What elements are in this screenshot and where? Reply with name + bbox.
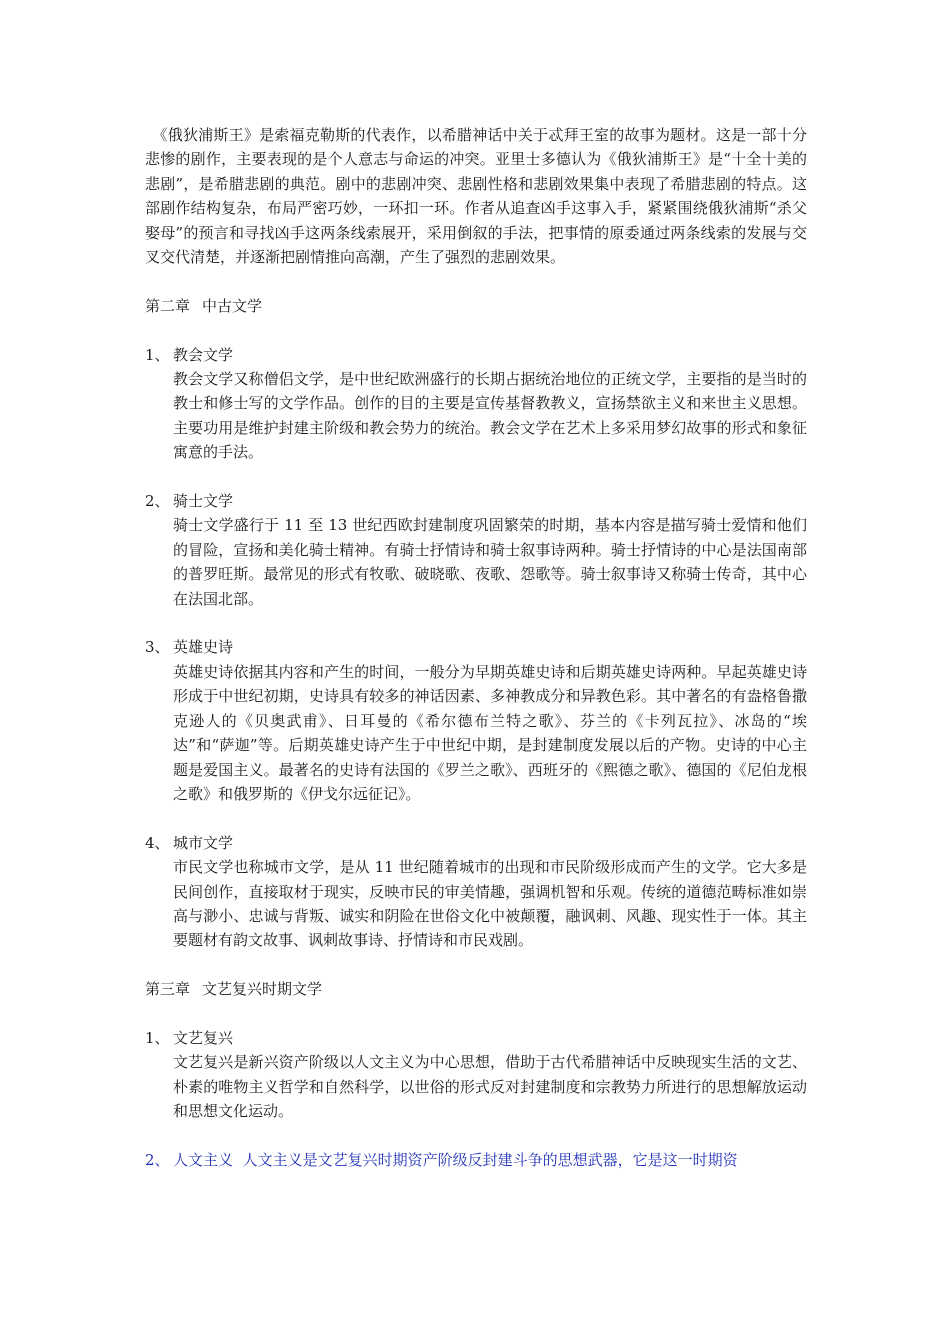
section-title: 文艺复兴 xyxy=(173,1028,234,1047)
section-number: 3、 xyxy=(145,638,170,657)
chapter-3-title: 文艺复兴时期文学 xyxy=(202,980,323,999)
section-heading xyxy=(145,635,807,659)
chapter-2-title: 中古文学 xyxy=(202,296,263,315)
section-body: 市民文学也称城市文学，是从 11 世纪随着城市的出现和市民阶级形成而产生的文学。它大多是民间创作，直接取材于现实，反映市民的审美情趣，强调机智和乐观。传统的道德范畴标准如崇高与渺小、忠诚与背叛、诚实和阴险在世俗文化中被颠覆，融讽刺、风趣、现实性于一体。其主要题材有韵文故事、讽刺故事诗、抒情诗和市民戏剧。 xyxy=(173,858,807,950)
intro-paragraph: 《俄狄浦斯王》是索福克勒斯的代表作，以希腊神话中关于忒拜王室的故事为题材。这是一部十分悲惨的剧作，主要表现的是个人意志与命运的冲突。亚里士多德认为《俄狄浦斯王》是“十全十美的悲剧”，是希腊悲剧的典范。剧中的悲剧冲突、悲剧性格和悲剧效果集中表现了希腊悲剧的特点。这部剧作结构复杂，布局严密巧妙，一环扣一环。作者从追查凶手这事入手，紧紧围绕俄狄浦斯“杀父娶母”的预言和寻找凶手这两条线索展开，采用倒叙的手法，把事情的原委通过两条线索的发展与交叉交代清楚，并逐渐把剧情推向高潮，产生了强烈的悲剧效果。 xyxy=(145,126,807,267)
chapter-3-number: 第三章 xyxy=(145,980,191,999)
spacer xyxy=(145,269,807,293)
document-page xyxy=(145,123,807,1172)
section-number: 4、 xyxy=(145,833,170,852)
section-heading xyxy=(145,1026,807,1050)
section-title: 英雄史诗 xyxy=(173,638,234,657)
section-title: 教会文学 xyxy=(173,345,234,364)
section-body-inline: 人文主义是文艺复兴时期资产阶级反封建斗争的思想武器，它是这一时期资 xyxy=(242,1150,738,1169)
chapter-2-heading xyxy=(145,294,807,318)
section-heading xyxy=(145,343,807,367)
spacer xyxy=(145,806,807,830)
section-humanism xyxy=(145,1148,807,1172)
chapter-3-heading xyxy=(145,977,807,1001)
section-body: 骑士文学盛行于 11 至 13 世纪西欧封建制度巩固繁荣的时期，基本内容是描写骑士爱情和他们的冒险，宣扬和美化骑士精神。有骑士抒情诗和骑士叙事诗两种。骑士抒情诗的中心是法国南部的普罗旺斯。最常见的形式有牧歌、破晓歌、夜歌、怨歌等。骑士叙事诗又称骑士传奇，其中心在法国北部。 xyxy=(173,516,807,608)
section-heading xyxy=(145,489,807,513)
spacer xyxy=(145,318,807,342)
section-number: 2、 xyxy=(145,1150,170,1169)
section-number: 1、 xyxy=(145,1028,170,1047)
section-title: 城市文学 xyxy=(173,833,234,852)
section-city-literature xyxy=(145,831,807,953)
chapter-2-number: 第二章 xyxy=(145,296,191,315)
section-number: 1、 xyxy=(145,345,170,364)
section-body: 英雄史诗依据其内容和产生的时间，一般分为早期英雄史诗和后期英雄史诗两种。早起英雄史诗形成于中世纪初期，史诗具有较多的神话因素、多神教成分和异教色彩。其中著名的有盎格鲁撒克逊人的《贝奥武甫》、日耳曼的《希尔德布兰特之歌》、芬兰的《卡列瓦拉》、冰岛的“埃达”和“萨迦”等。后期英雄史诗产生于中世纪中期，是封建制度发展以后的产物。史诗的中心主题是爱国主义。最著名的史诗有法国的《罗兰之歌》、西班牙的《熙德之歌》、德国的《尼伯龙根之歌》和俄罗斯的《伊戈尔远征记》。 xyxy=(173,662,807,803)
spacer xyxy=(145,1002,807,1026)
spacer xyxy=(145,953,807,977)
section-body: 文艺复兴是新兴资产阶级以人文主义为中心思想，借助于古代希腊神话中反映现实生活的文艺、朴素的唯物主义哲学和自然科学，以世俗的形式反对封建制度和宗教势力所进行的思想解放运动和思想文化运动。 xyxy=(173,1053,807,1121)
section-heading xyxy=(145,831,807,855)
section-church-literature xyxy=(145,343,807,465)
section-renaissance xyxy=(145,1026,807,1124)
spacer xyxy=(145,1124,807,1148)
section-body: 教会文学又称僧侣文学，是中世纪欧洲盛行的长期占据统治地位的正统文学，主要指的是当时的教士和修士写的文学作品。创作的目的主要是宣传基督教教义，宣扬禁欲主义和来世主义思想。主要功用是维护封建主阶级和教会势力的统治。教会文学在艺术上多采用梦幻故事的形式和象征寓意的手法。 xyxy=(173,370,807,462)
section-knight-literature xyxy=(145,489,807,611)
section-heroic-epic xyxy=(145,635,807,806)
section-title: 人文主义 xyxy=(173,1150,234,1169)
section-title: 骑士文学 xyxy=(173,492,234,511)
section-number: 2、 xyxy=(145,492,170,511)
section-heading-highlighted xyxy=(145,1148,807,1172)
spacer xyxy=(145,465,807,489)
spacer xyxy=(145,611,807,635)
